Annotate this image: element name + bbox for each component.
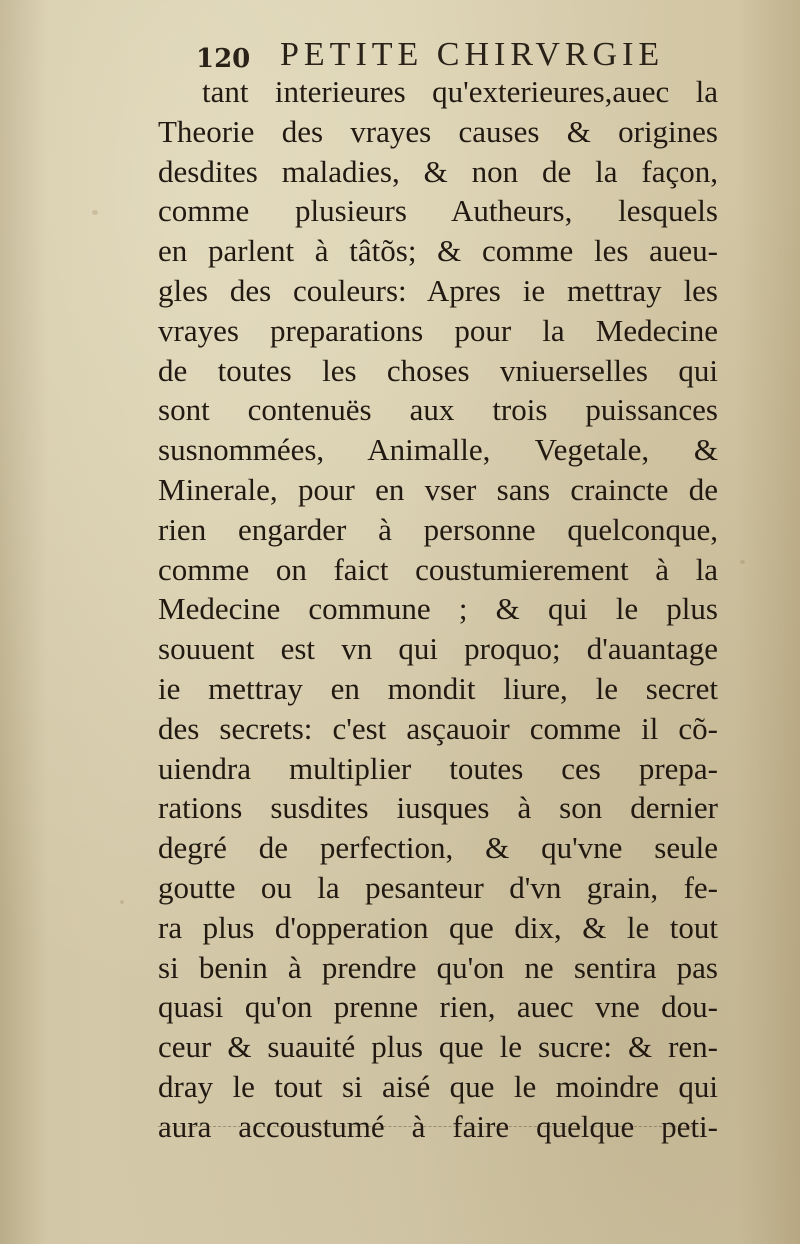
text-line: comme on faict coustumierement à la — [158, 551, 718, 587]
text-line: uiendra multiplier toutes ces prepa- — [158, 750, 718, 786]
text-line: goutte ou la pesanteur d'vn grain, fe- — [158, 869, 718, 905]
text-line: ceur & suauité plus que le sucre: & ren- — [158, 1029, 718, 1065]
text-line: des secrets: c'est asçauoir comme il cõ- — [158, 710, 718, 746]
text-line: vrayes preparations pour la Medecine — [158, 312, 718, 348]
text-line: dray le tout si aisé que le moindre qui — [158, 1068, 718, 1104]
text-line: rien engarder à personne quelconque, — [158, 511, 718, 547]
text-line: rations susdites iusques à son dernier — [158, 790, 718, 826]
text-line: de toutes les choses vniuerselles qui — [158, 352, 718, 388]
text-line: Minerale, pour en vser sans craincte de — [158, 471, 718, 507]
text-line: ie mettray en mondit liure, le secret — [158, 670, 718, 706]
running-head: PETITE CHIRVRGIE — [280, 36, 665, 73]
page-number: 120 — [196, 44, 251, 74]
text-line: degré de perfection, & qu'vne seule — [158, 830, 718, 866]
foxing-spot — [92, 210, 98, 215]
text-line: souuent est vn qui proquo; d'auantage — [158, 631, 718, 667]
text-line: Medecine commune ; & qui le plus — [158, 591, 718, 627]
text-line: si benin à prendre qu'on ne sentira pas — [158, 949, 718, 985]
text-line: desdites maladies, & non de la façon, — [158, 153, 718, 189]
foxing-spot — [740, 560, 745, 564]
foxing-spot — [120, 900, 124, 904]
bottom-rule — [158, 1126, 692, 1127]
text-line: aura accoustumé à faire quelque peti- — [158, 1108, 718, 1144]
text-line: gles des couleurs: Apres ie mettray les — [158, 272, 718, 308]
text-line: ra plus d'opperation que dix, & le tout — [158, 909, 718, 945]
text-line: sont contenuës aux trois puissances — [158, 392, 718, 428]
text-line: comme plusieurs Autheurs, lesquels — [158, 193, 718, 229]
text-line: tant interieures qu'exterieures,auec la — [202, 74, 718, 109]
text-line: Theorie des vrayes causes & origines — [158, 113, 718, 149]
text-line: susnommées, Animalle, Vegetale, & — [158, 432, 718, 468]
text-line: quasi qu'on prenne rien, auec vne dou- — [158, 989, 718, 1025]
body-text — [158, 72, 718, 1147]
text-line: en parlent à tâtõs; & comme les aueu- — [158, 233, 718, 269]
